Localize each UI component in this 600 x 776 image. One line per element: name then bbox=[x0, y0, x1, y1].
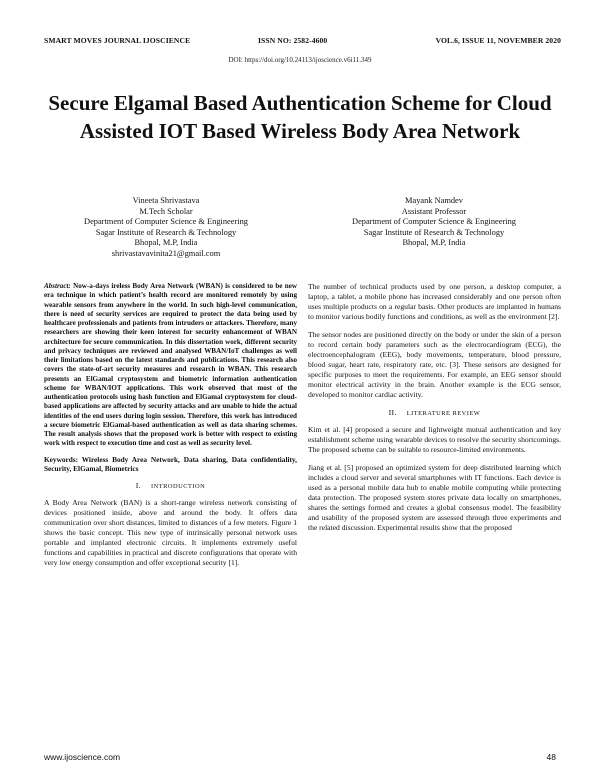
author-institution: Sagar Institute of Research & Technology bbox=[363, 227, 505, 237]
author-city: Bhopal, M.P, India bbox=[134, 238, 198, 248]
author-city: Bhopal, M.P, India bbox=[402, 238, 466, 248]
author-name: Mayank Namdev bbox=[405, 196, 463, 205]
author-block-1 bbox=[36, 196, 296, 260]
journal-url[interactable]: www.ijoscience.com bbox=[44, 752, 121, 762]
abstract-label: Abstract: bbox=[44, 282, 71, 290]
author-department: Department of Computer Science & Engineering bbox=[84, 217, 248, 227]
body-paragraph-1: The number of technical products used by one person, a desktop computer, a laptop, a tablet, a mobile phone has increased considerably and one person often uses multiple products on a regular basis. Other products are implanted in humans to monitor various bodily functions and conditions, as well as the environment [2]. bbox=[308, 282, 561, 322]
right-column bbox=[308, 282, 561, 533]
author-role: Assistant Professor bbox=[401, 206, 467, 216]
section-number: I. bbox=[135, 480, 141, 490]
paper-title: Secure Elgamal Based Authentication Scheme for Cloud Assisted IOT Based Wireless Body Area Network bbox=[48, 91, 552, 143]
issn: ISSN NO: 2582-4600 bbox=[258, 36, 328, 45]
section-heading-introduction bbox=[44, 481, 297, 492]
section-number: II. bbox=[388, 407, 397, 417]
volume-issue: VOL.6, ISSUE 11, NOVEMBER 2020 bbox=[435, 36, 561, 45]
section-title: INTRODUCTION bbox=[150, 482, 206, 490]
author-email[interactable]: shrivastavavinita21@gmail.com bbox=[111, 248, 221, 258]
author-department: Department of Computer Science & Engineering bbox=[352, 217, 516, 227]
intro-paragraph-1: A Body Area Network (BAN) is a short-range wireless network consisting of devices positioned inside, above and around the body. It offers data communication over short distances, limited to distances of a few meters. Figure 1 shows the basic concept. This new type of intrinsically personal network uses portable and implanted electronic circuits. It implements extremely useful functions and capabilities in practical and discrete configurations that operate with very low energy consumption and offer exceptional security [1]. bbox=[44, 497, 297, 568]
section-title: LITERATURE REVIEW bbox=[406, 409, 481, 417]
section-heading-literature-review bbox=[308, 408, 561, 419]
abstract-text: Now-a-days ireless Body Area Network (WBAN) is considered to be new era technique in which patient’s health record are monitored remotely by using wearable sensors from anywhere in the world. In such high-level communication, there is need of security services are required to protect the data being used by healthcare professionals and patients from intruders or attackers. Therefore, many researchers are showing their keen interest for security enhancement of WBAN architecture for secure communication. In this dissertation work, different security and privacy techniques are reviewed and analysed WBAN/IoT challenges as well their limitations based on the latest standards and publications. This research also covers the state-of-art security measures and research in WBAN. This research presents an ElGamal cryptosystem and biometric information authentication scheme for WBAN/IOT applications. This work observed that most of the authentication protocols using hash function and ElGamal cryptosystem for cloud-based applications are affected by security attacks and are unable to hide the actual identities of the end users during login session. Therefore, this work has introduced a secure biometric ElGamal-based authentication as well as data sharing schemes. The result analysis shows that the proposed work is better with respect to existing work with respect to execution time and cost as well as security level. bbox=[44, 282, 297, 448]
keywords: Keywords: Wireless Body Area Network, Data sharing, Data confidentiality, Security, ElGamal, Biometrics bbox=[44, 454, 297, 474]
literature-paragraph-2: Jiang et al. [5] proposed an optimized system for deep distributed learning which includes a cloud server and several smartphones with IT functions. Each device is used as a personal mobile data hub to enable mobile computing while protecting data protection. The proposed system stores private data locally on smartphones, shares the settings formed and creates a global consensus model. The feasibility and usability of the proposed system are assessed through three experiments and the related discussion. Experimental results show that the proposed bbox=[308, 462, 561, 532]
author-institution: Sagar Institute of Research & Technology bbox=[95, 227, 237, 237]
author-name: Vineeta Shrivastava bbox=[132, 196, 200, 205]
journal-name: SMART MOVES JOURNAL IJOSCIENCE bbox=[44, 36, 191, 45]
left-column bbox=[44, 282, 297, 568]
author-block-2 bbox=[304, 196, 564, 249]
body-paragraph-2: The sensor nodes are positioned directly on the body or under the skin of a person to record certain body parameters such as the electrocardiogram (ECG), the electroencephalogram (EEG), body movements, temperature, blood pressure, blood sugar, heart rate, respiratory rate, etc. [3]. These sensors are designed for specific purposes to meet the requirements. For example, an EEG sensor should monitor electrical activity in the brain. Another example is the ECG sensor, developed to monitor cardiac activity. bbox=[308, 330, 561, 400]
author-role: M.Tech Scholar bbox=[139, 206, 193, 216]
page-number: 48 bbox=[546, 752, 556, 762]
literature-paragraph-1: Kim et al. [4] proposed a secure and lightweight mutual authentication and key establishment scheme using wearable devices to resolve the security shortcomings. The proposed scheme can be suitable to resource-limited environments. bbox=[308, 424, 561, 454]
page-footer bbox=[44, 752, 556, 764]
journal-header bbox=[44, 36, 561, 48]
abstract bbox=[44, 282, 297, 449]
doi-link[interactable]: DOI: https://doi.org/10.24113/ijoscience.v6i11.349 bbox=[228, 56, 372, 64]
